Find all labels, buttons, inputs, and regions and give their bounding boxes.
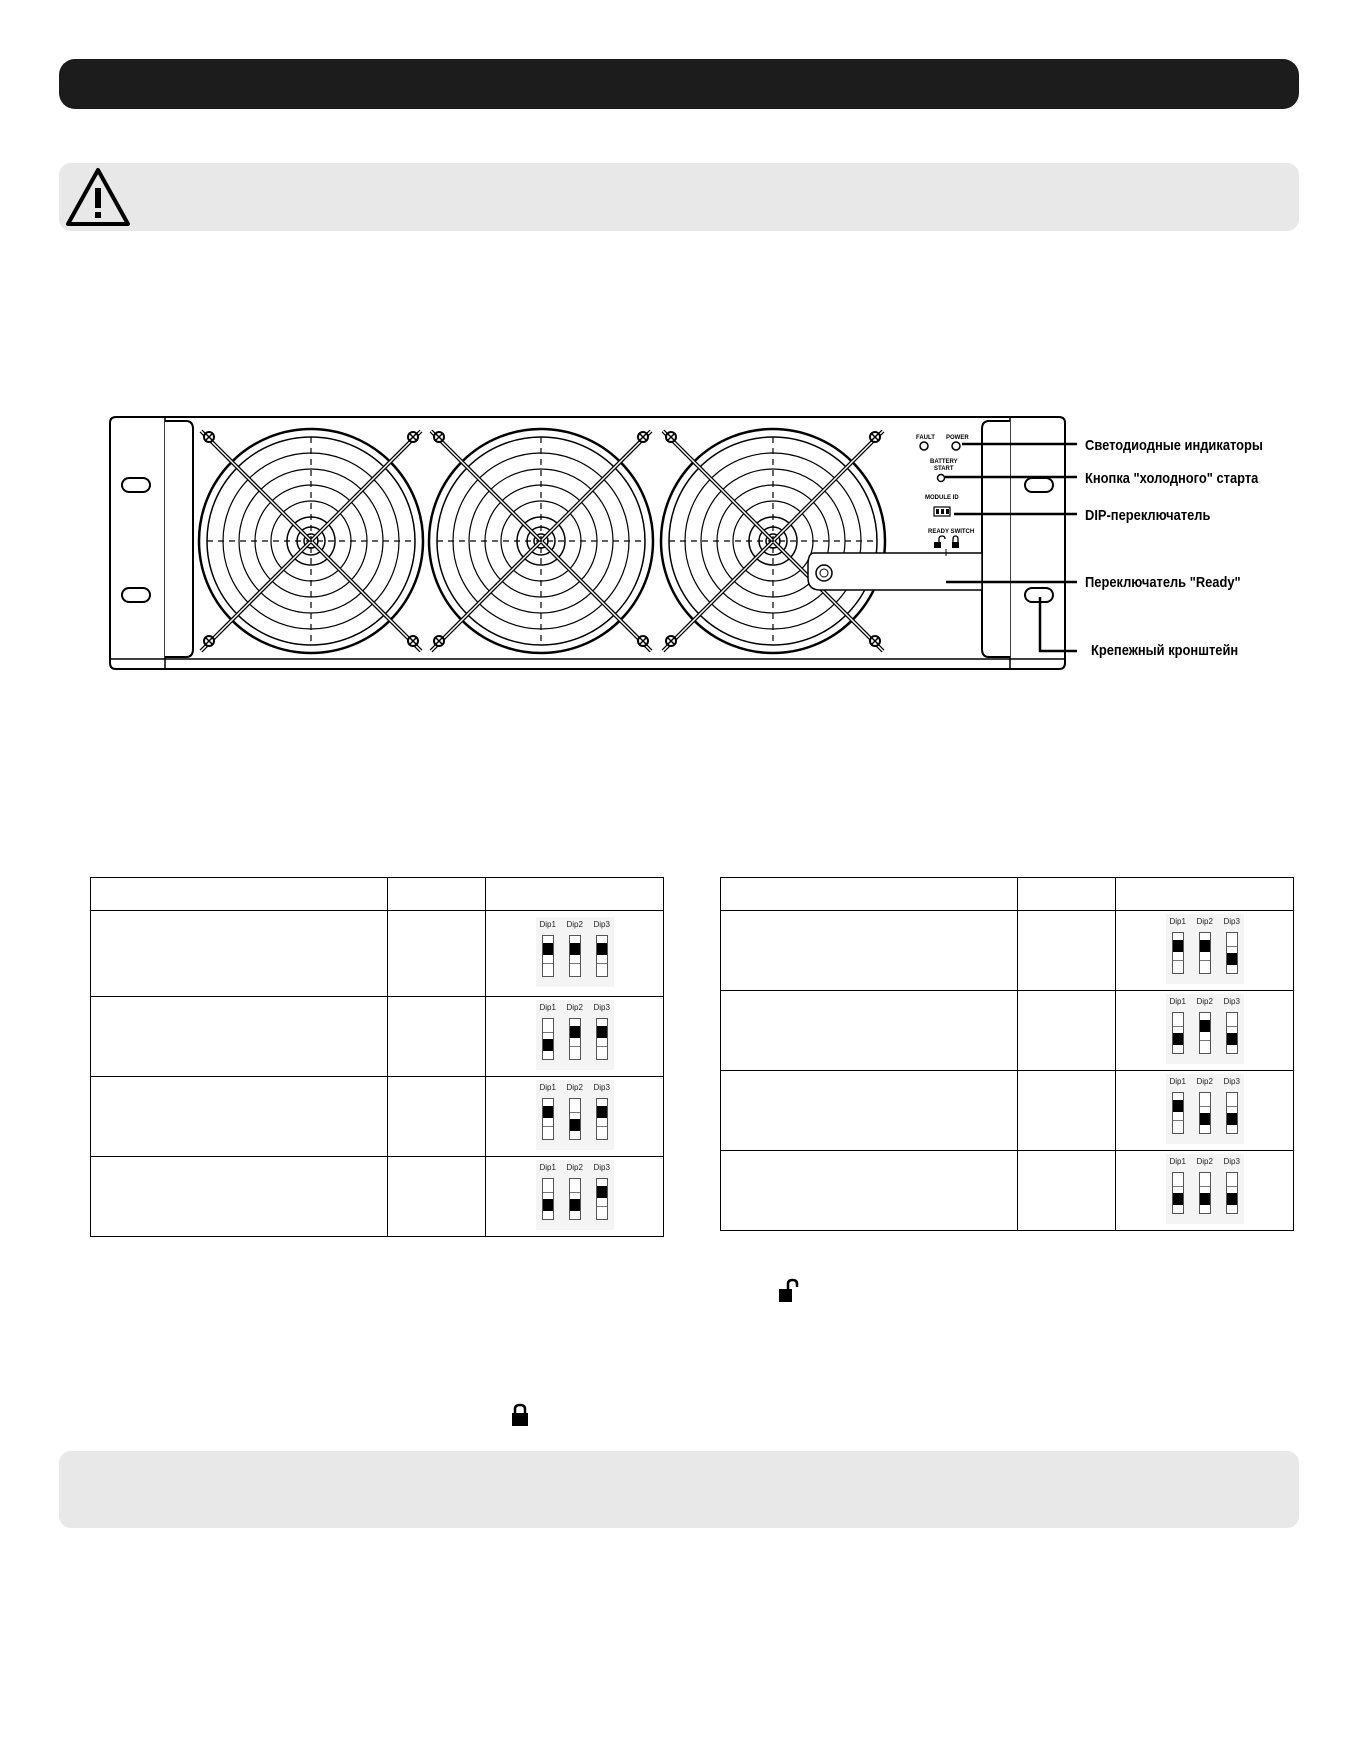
dip-label: Dip2 xyxy=(566,1003,583,1012)
dip-switch-knob xyxy=(597,1186,607,1198)
callout-dip-switch: DIP-переключатель xyxy=(1085,507,1211,524)
dip-setting-cell xyxy=(486,1077,664,1157)
dip-table-left xyxy=(90,877,664,1237)
table-cell xyxy=(91,997,388,1077)
table-cell xyxy=(1018,1151,1116,1231)
dip-switch-2 xyxy=(1199,932,1211,974)
table-cell xyxy=(91,1077,388,1157)
table-row xyxy=(91,997,664,1077)
table-cell xyxy=(388,911,486,997)
dip-label: Dip2 xyxy=(1196,1157,1213,1166)
dip-switch-knob xyxy=(1173,940,1183,952)
dip-switch-1 xyxy=(1172,1172,1184,1214)
ready-switch-label: READY SWITCH xyxy=(928,529,975,535)
dip-switch-knob xyxy=(543,943,553,955)
dip-switch-1 xyxy=(542,935,554,977)
table-cell xyxy=(721,1151,1018,1231)
dip-label: Dip2 xyxy=(1196,1077,1213,1086)
dip-switch-knob xyxy=(543,1039,553,1051)
dip-label: Dip1 xyxy=(539,920,556,929)
table-header-cell xyxy=(388,878,486,911)
dip-switch-knob xyxy=(1173,1193,1183,1205)
power-label: POWER xyxy=(946,435,969,441)
dip-label: Dip3 xyxy=(1223,917,1240,926)
table-header-cell xyxy=(486,878,664,911)
table-cell xyxy=(721,991,1018,1071)
dip-label: Dip1 xyxy=(1169,1077,1186,1086)
dip-setting-cell xyxy=(486,997,664,1077)
unlocked-padlock-icon xyxy=(778,1278,800,1304)
table-cell xyxy=(91,911,388,997)
dip-switch-figure xyxy=(536,1160,614,1230)
dip-setting-cell xyxy=(486,911,664,997)
dip-label: Dip3 xyxy=(593,920,610,929)
dip-switch-knob xyxy=(570,1026,580,1038)
dip-switch-figure xyxy=(536,1000,614,1070)
dip-switch-2 xyxy=(569,1018,581,1060)
dip-switch-knob xyxy=(1227,953,1237,965)
callout-ready-switch: Переключатель "Ready" xyxy=(1085,574,1241,591)
dip-switch-knob xyxy=(1227,1113,1237,1125)
table-row xyxy=(721,1071,1294,1151)
start-label: START xyxy=(934,466,954,472)
dip-label: Dip3 xyxy=(593,1003,610,1012)
dip-switch-1 xyxy=(1172,1092,1184,1134)
dip-switch-knob xyxy=(597,1026,607,1038)
table-row xyxy=(721,991,1294,1071)
dip-label: Dip3 xyxy=(593,1083,610,1092)
dip-switch-1 xyxy=(1172,1012,1184,1054)
table-header-cell xyxy=(1116,878,1294,911)
dip-label: Dip2 xyxy=(566,920,583,929)
dip-label: Dip1 xyxy=(539,1163,556,1172)
dip-table-right xyxy=(720,877,1294,1231)
dip-label: Dip1 xyxy=(539,1083,556,1092)
dip-switch-knob xyxy=(570,943,580,955)
dip-switch-knob xyxy=(1200,1193,1210,1205)
table-row xyxy=(721,1151,1294,1231)
dip-switch-2 xyxy=(569,935,581,977)
dip-switch-figure xyxy=(536,1080,614,1150)
dip-setting-cell xyxy=(1116,911,1294,991)
dip-switch-1 xyxy=(542,1178,554,1220)
dip-setting-cell xyxy=(1116,1071,1294,1151)
table-row xyxy=(91,1077,664,1157)
dip-switch-knob xyxy=(570,1119,580,1131)
dip-switch-knob xyxy=(543,1199,553,1211)
dip-switch-1 xyxy=(542,1098,554,1140)
dip-switch-3 xyxy=(596,1098,608,1140)
locked-padlock-icon xyxy=(511,1403,529,1427)
dip-switch-knob xyxy=(570,1199,580,1211)
dip-switch-knob xyxy=(1173,1033,1183,1045)
dip-label: Dip2 xyxy=(566,1083,583,1092)
dip-switch-1 xyxy=(1172,932,1184,974)
dip-switch-3 xyxy=(1226,1012,1238,1054)
dip-switch-knob xyxy=(1200,940,1210,952)
dip-setting-cell xyxy=(486,1157,664,1237)
dip-switch-figure xyxy=(1166,914,1244,984)
dip-switch-knob xyxy=(1173,1100,1183,1112)
dip-label: Dip1 xyxy=(539,1003,556,1012)
dip-switch-figure xyxy=(1166,1154,1244,1224)
dip-switch-figure xyxy=(1166,1074,1244,1144)
dip-switch-2 xyxy=(1199,1012,1211,1054)
battery-label: BATTERY xyxy=(930,459,958,465)
dip-switch-figure xyxy=(1166,994,1244,1064)
callout-led-indicators: Светодиодные индикаторы xyxy=(1085,437,1263,454)
dip-switch-3 xyxy=(1226,1092,1238,1134)
dip-switch-3 xyxy=(1226,1172,1238,1214)
dip-label: Dip1 xyxy=(1169,1157,1186,1166)
table-cell xyxy=(721,911,1018,991)
dip-switch-knob xyxy=(597,1106,607,1118)
note-box xyxy=(59,1451,1299,1528)
dip-label: Dip3 xyxy=(1223,1157,1240,1166)
dip-label: Dip1 xyxy=(1169,917,1186,926)
dip-setting-cell xyxy=(1116,991,1294,1071)
dip-switch-1 xyxy=(542,1018,554,1060)
callout-mounting-bracket: Крепежный кронштейн xyxy=(1091,642,1239,659)
dip-label: Dip3 xyxy=(593,1163,610,1172)
table-cell xyxy=(388,997,486,1077)
dip-label: Dip2 xyxy=(566,1163,583,1172)
dip-switch-3 xyxy=(596,1018,608,1060)
dip-switch-3 xyxy=(596,1178,608,1220)
dip-label: Dip3 xyxy=(1223,997,1240,1006)
table-cell xyxy=(388,1077,486,1157)
table-row xyxy=(91,1157,664,1237)
table-row xyxy=(721,911,1294,991)
table-header-cell xyxy=(91,878,388,911)
dip-switch-figure xyxy=(536,917,614,987)
dip-switch-knob xyxy=(1227,1193,1237,1205)
dip-label: Dip3 xyxy=(1223,1077,1240,1086)
fault-label: FAULT xyxy=(916,435,935,441)
table-cell xyxy=(1018,1071,1116,1151)
dip-switch-3 xyxy=(1226,932,1238,974)
dip-switch-knob xyxy=(1227,1033,1237,1045)
table-row xyxy=(91,911,664,997)
dip-label: Dip2 xyxy=(1196,997,1213,1006)
table-cell xyxy=(91,1157,388,1237)
table-header-cell xyxy=(721,878,1018,911)
dip-label: Dip1 xyxy=(1169,997,1186,1006)
dip-label: Dip2 xyxy=(1196,917,1213,926)
dip-switch-3 xyxy=(596,935,608,977)
table-cell xyxy=(1018,911,1116,991)
dip-switch-knob xyxy=(1200,1113,1210,1125)
dip-switch-2 xyxy=(1199,1092,1211,1134)
dip-switch-2 xyxy=(569,1178,581,1220)
dip-switch-knob xyxy=(543,1106,553,1118)
module-id-label: MODULE ID xyxy=(925,495,959,501)
dip-switch-knob xyxy=(597,943,607,955)
dip-switch-2 xyxy=(1199,1172,1211,1214)
table-cell xyxy=(1018,991,1116,1071)
dip-switch-knob xyxy=(1200,1020,1210,1032)
dip-setting-cell xyxy=(1116,1151,1294,1231)
dip-switch-2 xyxy=(569,1098,581,1140)
table-cell xyxy=(721,1071,1018,1151)
callout-cold-start-button: Кнопка "холодного" старта xyxy=(1085,470,1259,487)
table-cell xyxy=(388,1157,486,1237)
table-header-cell xyxy=(1018,878,1116,911)
